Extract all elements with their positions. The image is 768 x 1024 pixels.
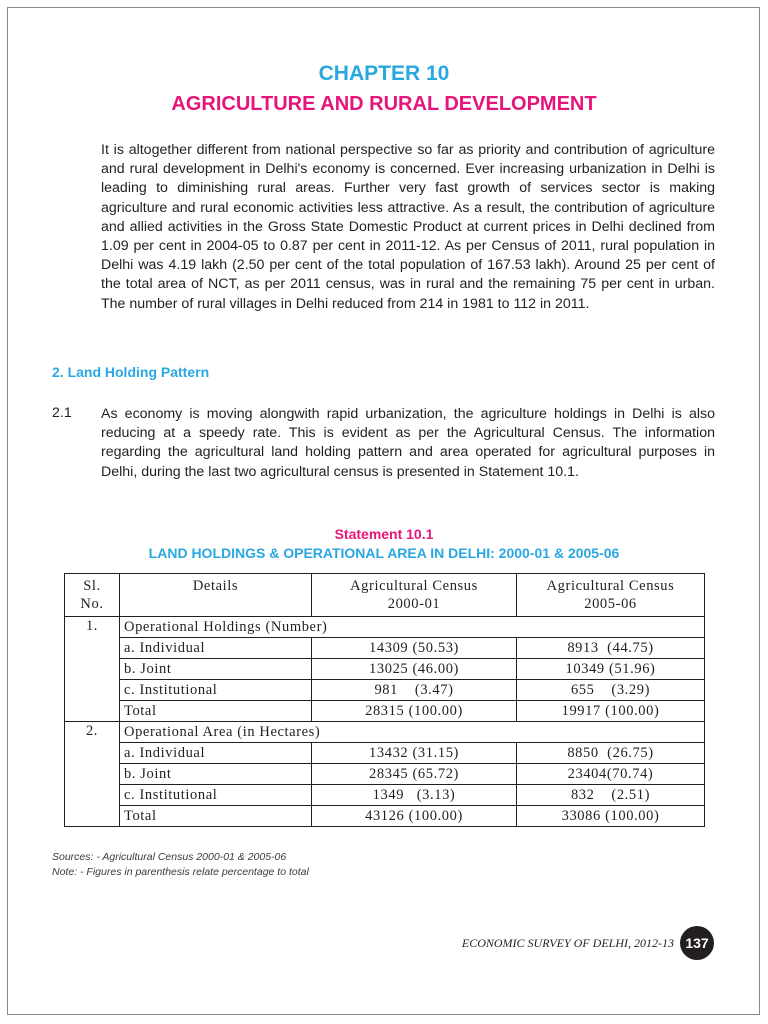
detail-cell: b. Joint <box>120 659 312 680</box>
group-label-cell: Operational Holdings (Number) <box>120 617 705 638</box>
table-row-group-1 <box>65 617 705 638</box>
detail-cell: Total <box>120 701 312 722</box>
census-2005-cell: 8850 (26.75) <box>517 743 705 764</box>
sl-cell: 2. <box>65 722 120 827</box>
table-notes <box>52 850 309 880</box>
header-col-b-line1: Agricultural Census <box>546 578 675 594</box>
page-number-badge: 137 <box>680 926 714 960</box>
table-row <box>65 680 705 701</box>
section-heading: 2. Land Holding Pattern <box>52 364 210 380</box>
detail-cell: b. Joint <box>120 764 312 785</box>
detail-cell: c. Institutional <box>120 785 312 806</box>
table-row <box>65 785 705 806</box>
publication-footer: ECONOMIC SURVEY OF DELHI, 2012-13 <box>461 936 674 950</box>
header-col-a-line1: Agricultural Census <box>350 578 478 594</box>
table-row <box>65 743 705 764</box>
census-2000-cell: 13432 (31.15) <box>312 743 517 764</box>
census-2005-cell: 23404(70.74) <box>517 764 705 785</box>
statement-title: Statement 10.1 <box>334 526 434 542</box>
census-2000-cell: 28315 (100.00) <box>312 701 517 722</box>
census-2005-cell: 33086 (100.00) <box>517 806 705 827</box>
sources-note: Sources: - Agricultural Census 2000-01 & 2005-06 <box>52 851 287 863</box>
table-row <box>65 764 705 785</box>
detail-cell: c. Institutional <box>120 680 312 701</box>
intro-paragraph: It is altogether different from national perspective so far as priority and contribution of agriculture and rural development in Delhi's economy is concerned. Ever increasing urbanization in Delhi is leading to diminishing rural areas. Further very fast growth of services sector is making agriculture and rural economic activities less attractive. As a result, the contribution of agriculture and allied activities in the Gross State Domestic Product at current prices in Delhi declined from 1.09 per cent in 2004-05 to 0.87 per cent in 2011-12. As per Census of 2011, rural population in Delhi was 4.19 lakh (2.50 per cent of the total population of 167.53 lakh). Around 25 per cent of the total area of NCT, as per 2011 census, was in rural and the remaining 75 per cent in urban. The number of rural villages in Delhi reduced from 214 in 1981 to 112 in 2011. <box>101 142 715 312</box>
detail-cell: Total <box>120 806 312 827</box>
census-2000-cell: 28345 (65.72) <box>312 764 517 785</box>
table-row-total <box>65 806 705 827</box>
group-label-cell: Operational Area (in Hectares) <box>120 722 705 743</box>
header-details-label: Details <box>192 578 239 594</box>
percentage-note: Note: - Figures in parenthesis relate percentage to total <box>52 866 309 878</box>
header-census-2005 <box>517 574 705 617</box>
header-col-b-line2: 2005-06 <box>584 596 637 612</box>
census-2005-cell: 10349 (51.96) <box>517 659 705 680</box>
detail-cell: a. Individual <box>120 638 312 659</box>
census-2000-cell: 1349 (3.13) <box>312 785 517 806</box>
land-holdings-table <box>64 573 705 827</box>
census-2000-cell: 43126 (100.00) <box>312 806 517 827</box>
header-census-2000 <box>312 574 517 617</box>
census-2005-cell: 8913 (44.75) <box>517 638 705 659</box>
table-row <box>65 659 705 680</box>
header-sl-no <box>65 574 120 617</box>
paragraph-number: 2.1 <box>52 405 72 421</box>
census-2005-cell: 832 (2.51) <box>517 785 705 806</box>
table-row <box>65 638 705 659</box>
paragraph-text: As economy is moving alongwith rapid urbanization, the agriculture holdings in Delhi is also reducing at a speedy rate. This is evident as per the Agricultural Census. The information regarding the agricultural land holding pattern and area operated for agricultural purposes in Delhi, during the last two agricultural census is presented in Statement 10.1. <box>101 406 715 480</box>
header-sl-line2: No. <box>80 596 104 612</box>
chapter-title: AGRICULTURE AND RURAL DEVELOPMENT <box>171 93 597 115</box>
census-2000-cell: 14309 (50.53) <box>312 638 517 659</box>
sl-cell: 1. <box>65 617 120 722</box>
header-sl-line1: Sl. <box>83 578 101 594</box>
table-row-total <box>65 701 705 722</box>
census-2000-cell: 13025 (46.00) <box>312 659 517 680</box>
header-details <box>120 574 312 617</box>
statement-subtitle: LAND HOLDINGS & OPERATIONAL AREA IN DELHI: 2000-01 & 2005-06 <box>148 545 620 561</box>
census-2000-cell: 981 (3.47) <box>312 680 517 701</box>
table-row-group-2 <box>65 722 705 743</box>
table-header-row <box>65 574 705 617</box>
census-2005-cell: 19917 (100.00) <box>517 701 705 722</box>
chapter-number: CHAPTER 10 <box>318 62 450 85</box>
detail-cell: a. Individual <box>120 743 312 764</box>
header-col-a-line2: 2000-01 <box>387 596 441 612</box>
census-2005-cell: 655 (3.29) <box>517 680 705 701</box>
